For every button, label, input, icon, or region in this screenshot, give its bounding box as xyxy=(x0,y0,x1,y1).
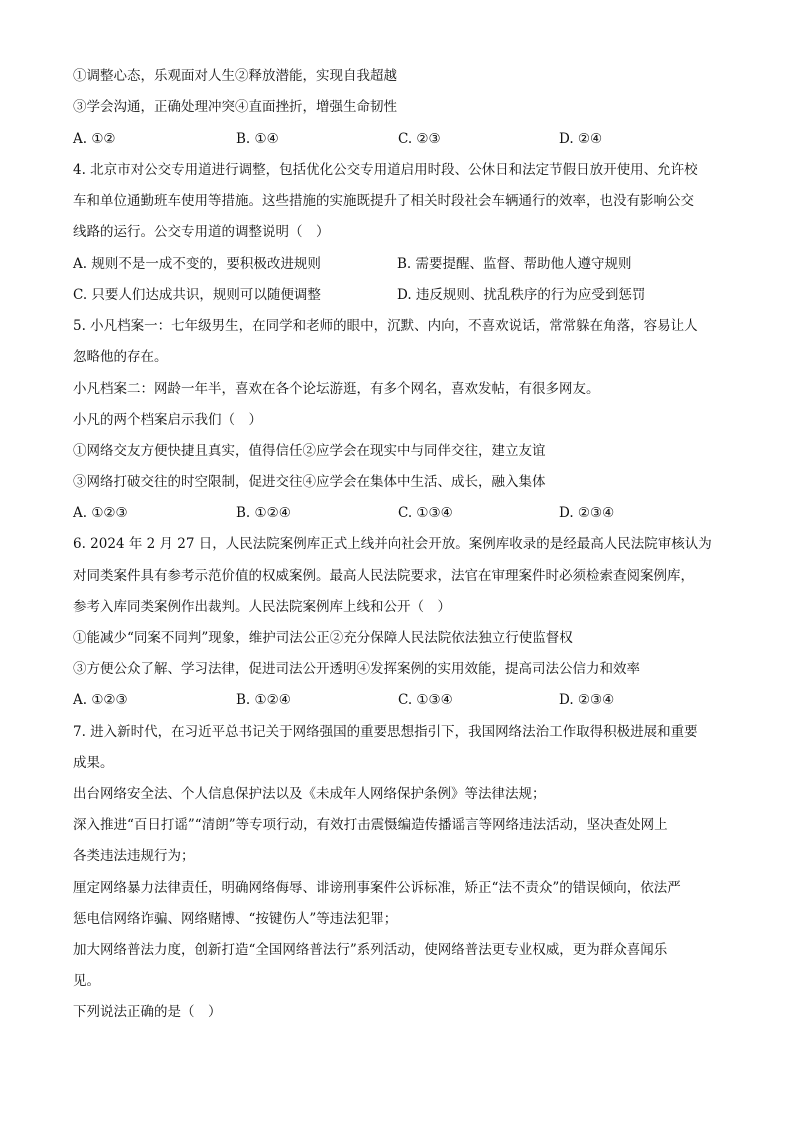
q7-stem-line-5: 各类违法违规行为； xyxy=(73,848,195,864)
q6-option-d[interactable]: D. ②③④ xyxy=(559,692,615,708)
q7-stem-line-9: 见。 xyxy=(73,973,100,989)
q4-options-row-2 xyxy=(73,285,733,305)
q6-statement-line-2: ③方便公众了解、学习法律，促进司法公开透明④发挥案例的实用效能，提高司法公信力和效率 xyxy=(73,661,640,677)
q6-statement-line-1: ①能减少“同案不同判”现象，维护司法公正②充分保障人民法院依法独立行使监督权 xyxy=(73,630,573,646)
q3-statement-line-1: ①调整心态，乐观面对人生②释放潜能，实现自我超越 xyxy=(73,68,397,84)
q5-statement-line-1: ①网络交友方便快捷且真实，值得信任②应学会在现实中与同伴交往，建立友谊 xyxy=(73,443,546,459)
q7-stem-line-7: 惩电信网络诈骗、网络赌博、“按键伤人”等违法犯罪； xyxy=(73,911,398,927)
q3-option-b[interactable]: B. ①④ xyxy=(236,131,279,147)
q3-option-c[interactable]: C. ②③ xyxy=(398,131,441,147)
q6-stem-line-1: 6. 2024 年 2 月 27 日，人民法院案例库正式上线并向社会开放。案例库收录的是经最高人民法院审核认为 xyxy=(73,536,712,552)
q4-stem-line-3: 线路的运行。公交专用道的调整说明（ ） xyxy=(73,224,330,240)
q7-stem-line-1: 7. 进入新时代，在习近平总书记关于网络强国的重要思想指引下，我国网络法治工作取得积极进展和重要 xyxy=(73,724,698,740)
q7-stem-line-3: 出台网络安全法、个人信息保护法以及《未成年人网络保护条例》等法律法规； xyxy=(73,786,546,802)
q5-stem-line-4: 小凡的两个档案启示我们（ ） xyxy=(73,412,262,428)
q7-question-prompt: 下列说法正确的是（ ） xyxy=(73,1004,222,1020)
q6-option-a[interactable]: A. ①②③ xyxy=(73,692,128,708)
q7-stem-line-4: 深入推进“百日打谣”“清朗”等专项行动，有效打击震慑编造传播谣言等网络违法活动，坚决查处网上 xyxy=(73,817,668,833)
q7-stem-line-6: 厘定网络暴力法律责任，明确网络侮辱、诽谤刑事案件公诉标准，矫正“法不责众”的错误倾向，依法严 xyxy=(73,880,681,896)
q5-option-a[interactable]: A. ①②③ xyxy=(73,505,128,521)
q5-option-b[interactable]: B. ①②④ xyxy=(236,505,291,521)
q4-options-row-1 xyxy=(73,254,733,274)
q5-options xyxy=(73,503,733,523)
q5-statement-line-2: ③网络打破交往的时空限制，促进交往④应学会在集体中生活、成长，融入集体 xyxy=(73,474,546,490)
q5-option-c[interactable]: C. ①③④ xyxy=(398,505,453,521)
q4-option-a[interactable]: A. 规则不是一成不变的，要积极改进规则 xyxy=(73,256,321,272)
q4-option-d[interactable]: D. 违反规则、扰乱秩序的行为应受到惩罚 xyxy=(397,287,646,303)
q6-option-b[interactable]: B. ①②④ xyxy=(236,692,291,708)
q5-stem-line-1: 5. 小凡档案一：七年级男生，在同学和老师的眼中，沉默、内向，不喜欢说话，常常躲在角落，容易让人 xyxy=(73,318,698,334)
q6-stem-line-3: 参考入库同类案例作出裁判。人民法院案例库上线和公开（ ） xyxy=(73,599,451,615)
q3-statement-line-2: ③学会沟通，正确处理冲突④直面挫折，增强生命韧性 xyxy=(73,99,397,115)
q5-option-d[interactable]: D. ②③④ xyxy=(559,505,615,521)
q6-options xyxy=(73,690,733,710)
q4-option-b[interactable]: B. 需要提醒、监督、帮助他人遵守规则 xyxy=(397,256,632,272)
q4-stem-line-1: 4. 北京市对公交专用道进行调整，包括优化公交专用道启用时段、公休日和法定节假日放开使用、允许校 xyxy=(73,162,698,178)
q5-stem-line-3: 小凡档案二：网龄一年半，喜欢在各个论坛游逛，有多个网名，喜欢发帖，有很多网友。 xyxy=(73,381,600,397)
q7-stem-line-8: 加大网络普法力度，创新打造“全国网络普法行”系列活动，使网络普法更专业权威，更为群众喜闻乐 xyxy=(73,942,668,958)
q6-stem-line-2: 对同类案件具有参考示范价值的权威案例。最高人民法院要求，法官在审理案件时必须检索查阅案例库， xyxy=(73,568,694,584)
q4-stem-line-2: 车和单位通勤班车使用等措施。这些措施的实施既提升了相关时段社会车辆通行的效率，也没有影响公交 xyxy=(73,193,694,209)
q7-stem-line-2: 成果。 xyxy=(73,755,114,771)
q3-options xyxy=(73,129,733,149)
q3-option-d[interactable]: D. ②④ xyxy=(559,131,603,147)
q3-option-a[interactable]: A. ①② xyxy=(73,131,116,147)
q5-stem-line-2: 忽略他的存在。 xyxy=(73,349,168,365)
q4-option-c[interactable]: C. 只要人们达成共识，规则可以随便调整 xyxy=(73,287,321,303)
q6-option-c[interactable]: C. ①③④ xyxy=(398,692,453,708)
